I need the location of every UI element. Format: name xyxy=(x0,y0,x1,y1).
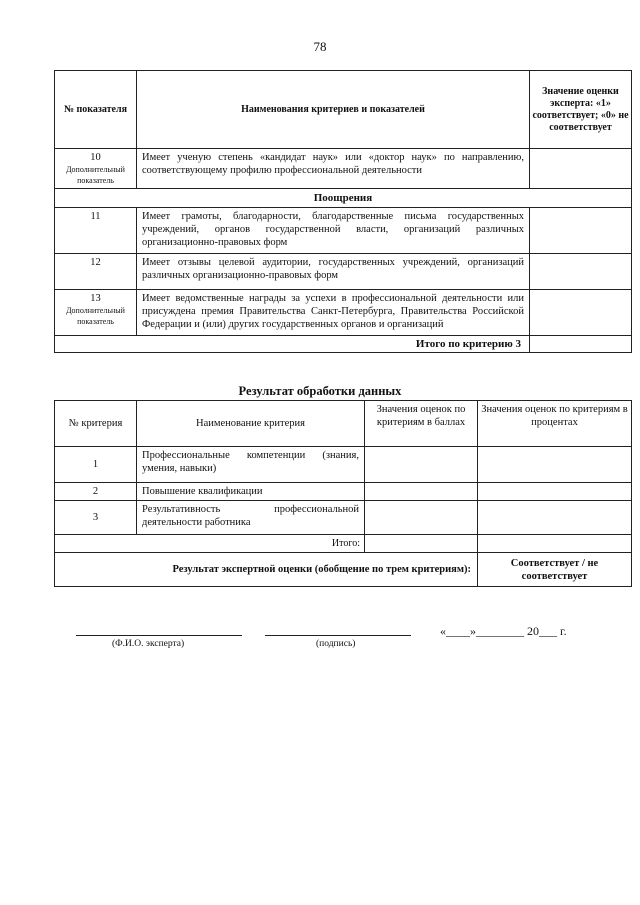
row-number: 11 xyxy=(90,211,101,222)
table-row xyxy=(55,254,632,290)
row-subtitle: Дополнительный показатель xyxy=(66,165,125,185)
row-number-cell xyxy=(55,149,137,189)
table-row xyxy=(55,290,632,336)
percent-cell[interactable] xyxy=(478,447,632,483)
signature-line[interactable] xyxy=(265,635,411,636)
results-table xyxy=(54,400,632,587)
value-cell[interactable] xyxy=(530,290,632,336)
fio-caption: (Ф.И.О. эксперта) xyxy=(112,639,185,649)
row-text: Имеет грамоты, благодарности, благодарственные письма государственных учреждений, органов государственной власти, организаций различных организационно-правовых форм xyxy=(137,208,530,254)
points-cell[interactable] xyxy=(365,483,478,501)
row-number: 13 xyxy=(90,293,101,304)
table-row xyxy=(55,447,632,483)
header-points: Значения оценок по критериям в баллах xyxy=(365,401,478,447)
row-number: 10 xyxy=(90,152,101,163)
criterion-number: 3 xyxy=(55,501,137,535)
table-row xyxy=(55,149,632,189)
signature-caption: (подпись) xyxy=(316,639,356,649)
row-subtitle: Дополнительный показатель xyxy=(66,306,125,326)
table-row xyxy=(55,208,632,254)
criterion-name: Повышение квалификации xyxy=(137,483,365,501)
fio-line[interactable] xyxy=(76,635,242,636)
criteria-header-row xyxy=(55,71,632,149)
row-number-cell xyxy=(55,290,137,336)
header-value: Значение оценки эксперта: «1» соответствует; «0» не соответствует xyxy=(530,71,632,149)
itogo-row xyxy=(55,535,632,553)
table-row xyxy=(55,483,632,501)
date-field: «____»________ 20___ г. xyxy=(440,624,567,638)
value-cell[interactable] xyxy=(530,149,632,189)
row-text: Имеет отзывы целевой аудитории, государственных учреждений, организаций различных организационно-правовых форм xyxy=(137,254,530,290)
header-percent: Значения оценок по критериям в процентах xyxy=(478,401,632,447)
total-row xyxy=(55,336,632,353)
points-cell[interactable] xyxy=(365,447,478,483)
value-cell[interactable] xyxy=(530,208,632,254)
results-title: Результат обработки данных xyxy=(238,384,402,398)
itogo-percent-cell[interactable] xyxy=(478,535,632,553)
itogo-points-cell[interactable] xyxy=(365,535,478,553)
header-criterion-number: № критерия xyxy=(55,401,137,447)
result-row xyxy=(55,553,632,587)
total-label: Итого по критерию 3 xyxy=(55,336,530,353)
result-label: Результат экспертной оценки (обобщение по трем критериям): xyxy=(55,553,478,587)
header-number: № показателя xyxy=(55,71,137,149)
section-label: Поощрения xyxy=(55,189,632,208)
value-cell[interactable] xyxy=(530,254,632,290)
criteria-table xyxy=(54,70,632,353)
results-header-row xyxy=(55,401,632,447)
result-value: Соответствует / не соответствует xyxy=(478,553,632,587)
points-cell[interactable] xyxy=(365,501,478,535)
section-row xyxy=(55,189,632,208)
total-value-cell[interactable] xyxy=(530,336,632,353)
row-number-cell xyxy=(55,208,137,254)
table-row xyxy=(55,501,632,535)
percent-cell[interactable] xyxy=(478,501,632,535)
itogo-label: Итого: xyxy=(55,535,365,553)
header-criterion-name: Наименование критерия xyxy=(137,401,365,447)
row-text: Имеет ученую степень «кандидат наук» или «доктор наук» по направлению, соответствующему профилю профессиональной деятельности xyxy=(137,149,530,189)
page-number: 78 xyxy=(313,39,327,54)
row-number-cell xyxy=(55,254,137,290)
row-text: Имеет ведомственные награды за успехи в профессиональной деятельности или присуждена премия Правительства Санкт-Петербурга, Правительства Российской Федерации и (или) других государственных органов и организаций xyxy=(137,290,530,336)
percent-cell[interactable] xyxy=(478,483,632,501)
criterion-name: Результативность профессиональной деятельности работника xyxy=(137,501,365,535)
criterion-name: Профессиональные компетенции (знания, умения, навыки) xyxy=(137,447,365,483)
criterion-number: 1 xyxy=(55,447,137,483)
row-number: 12 xyxy=(90,257,101,268)
header-name: Наименования критериев и показателей xyxy=(137,71,530,149)
criterion-number: 2 xyxy=(55,483,137,501)
